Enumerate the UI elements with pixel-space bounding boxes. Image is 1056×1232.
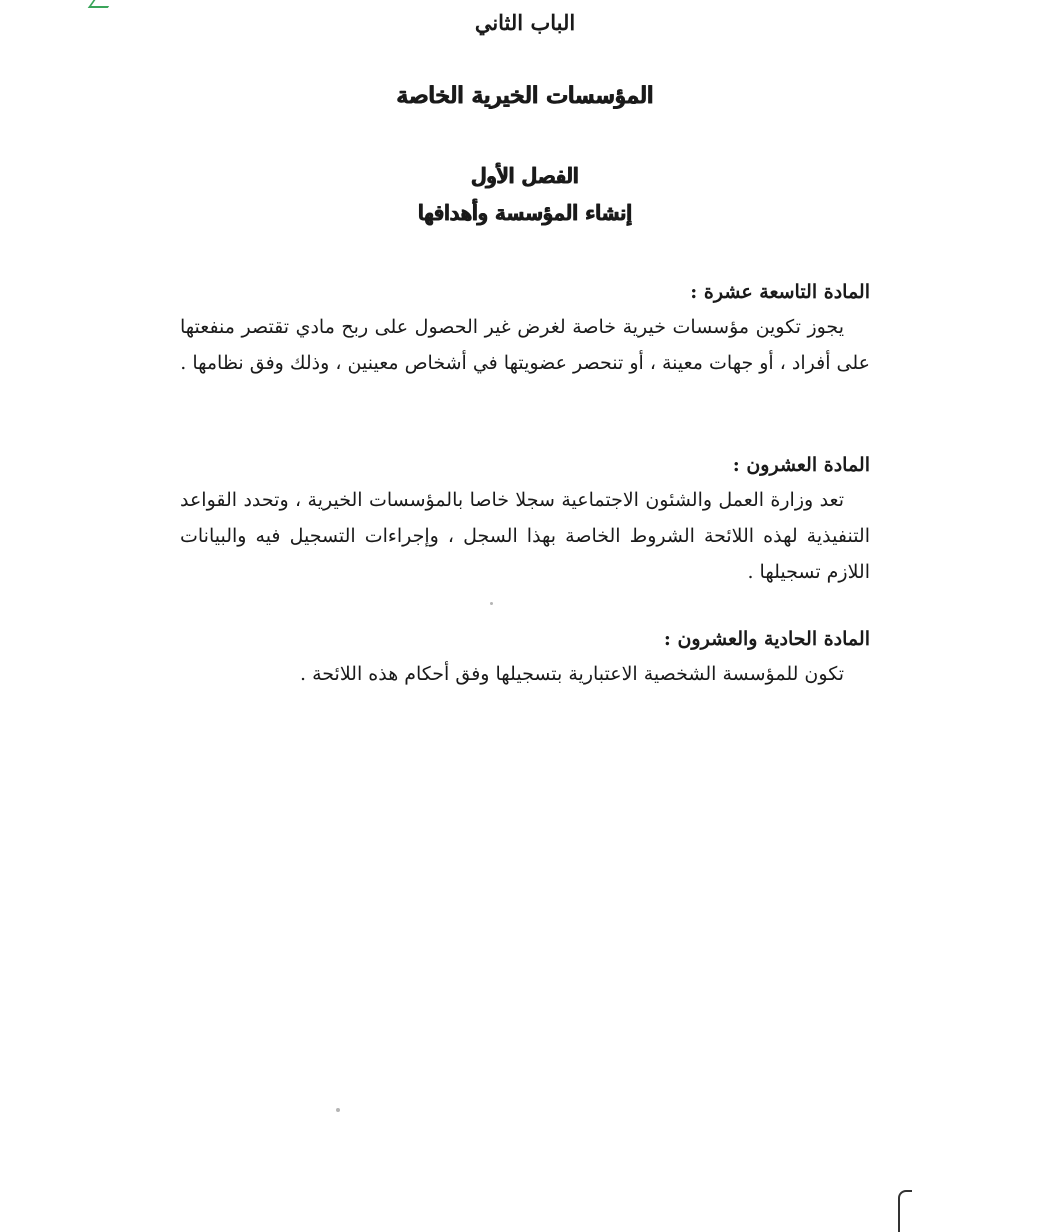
article-heading: المادة الحادية والعشرون : (663, 628, 870, 650)
scan-speck (336, 1108, 340, 1112)
article-body: تكون للمؤسسة الشخصية الاعتبارية بتسجيلها وفق أحكام هذه اللائحة . (300, 663, 844, 685)
part-title: الباب الثاني (474, 10, 576, 35)
section-title: المؤسسات الخيرية الخاصة (396, 82, 654, 109)
article-20 (180, 452, 870, 590)
scan-speck (490, 602, 493, 605)
article-19 (180, 279, 870, 381)
page-edge-mark (898, 1190, 912, 1232)
corner-scan-mark (88, 0, 116, 8)
article-heading: المادة العشرون : (732, 454, 870, 476)
article-body: تعد وزارة العمل والشئون الاجتماعية سجلا خاصا بالمؤسسات الخيرية ، وتحدد القواعد التنفيذية لهذه اللائحة الشروط الخاصة بهذا السجل ، وإجراءات التسجيل فيه والبيانات اللازم تسجيلها . (180, 489, 870, 583)
article-heading: المادة التاسعة عشرة : (690, 281, 870, 303)
article-body: يجوز تكوين مؤسسات خيرية خاصة لغرض غير الحصول على ربح مادي تقتصر منفعتها على أفراد ، أو جهات معينة ، أو تنحصر عضويتها في أشخاص معينين ، وذلك وفق نظامها . (180, 316, 870, 374)
chapter-subtitle: إنشاء المؤسسة وأهدافها (417, 200, 633, 225)
chapter-title: الفصل الأول (471, 163, 579, 188)
article-21 (180, 626, 870, 692)
